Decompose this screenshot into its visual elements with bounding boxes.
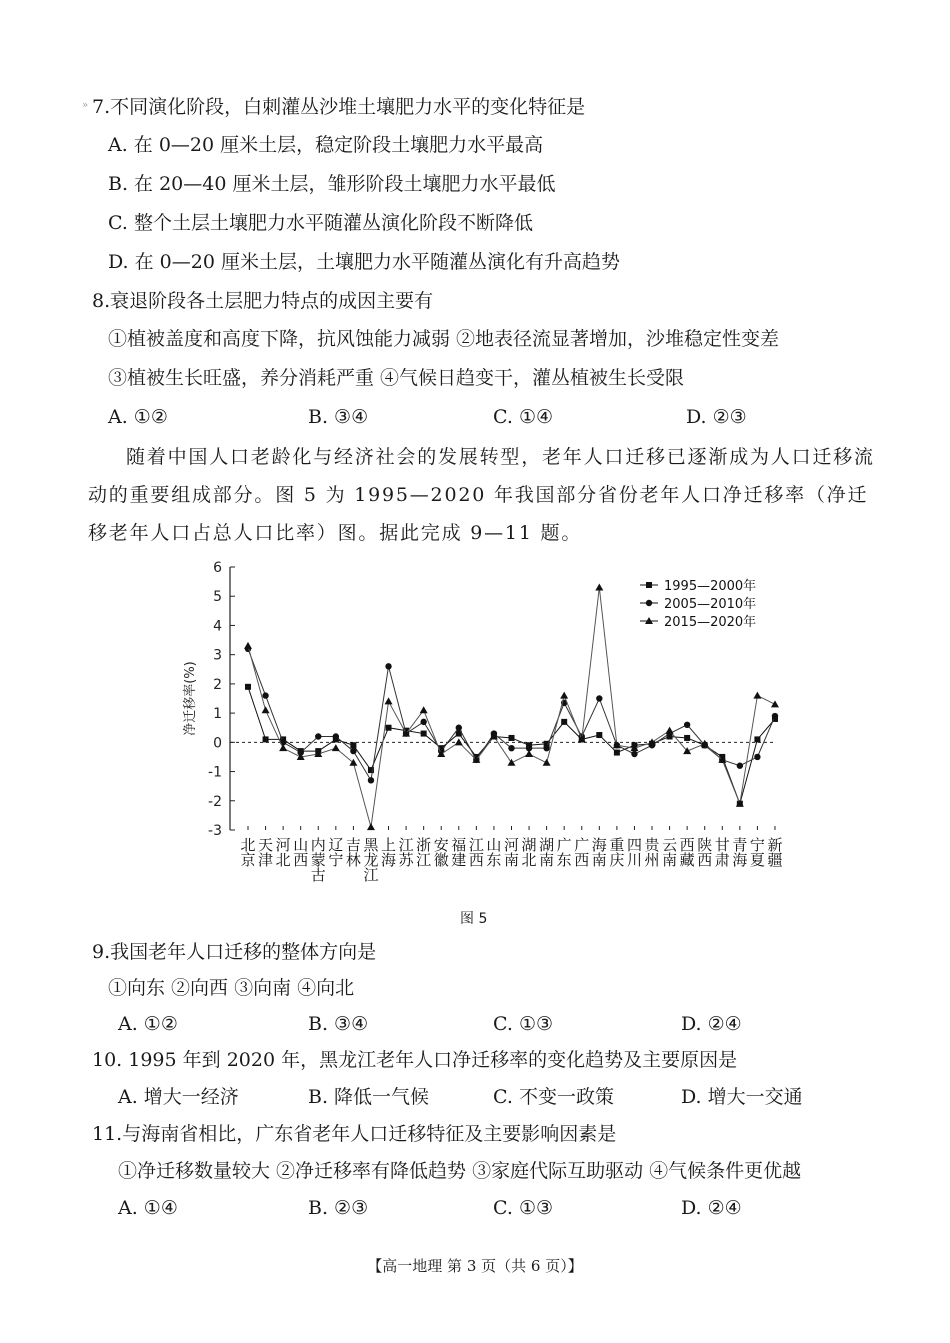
data-point [368, 777, 374, 783]
q8-option-c: C. ①④ [493, 406, 554, 428]
data-point [456, 725, 462, 731]
y-tick-label: 0 [213, 735, 222, 752]
x-tick-label: 辽宁 [328, 836, 344, 869]
page-footer: 【高一地理 第 3 页（共 6 页）】 [367, 1257, 583, 1275]
x-tick-label: 贵州 [644, 836, 660, 869]
q9-stem: 9.我国老年人口迁移的整体方向是 [92, 941, 377, 963]
data-point [754, 736, 760, 742]
x-tick-label: 浙江 [416, 836, 432, 869]
x-tick-label: 安徽 [433, 836, 449, 869]
data-point [596, 732, 602, 738]
figure-caption: 图 5 [460, 911, 488, 927]
q10-option-c: C. 不变一政策 [493, 1086, 614, 1108]
legend-marker [646, 600, 652, 606]
q8-statements-2: ③植被生长旺盛，养分消耗严重 ④气候日趋变干，灌丛植被生长受限 [108, 367, 685, 389]
y-tick-label: 4 [213, 618, 222, 635]
data-point [560, 692, 568, 699]
x-tick-label: 宁夏 [749, 836, 765, 869]
data-point [754, 754, 760, 760]
x-tick-label: 海南 [591, 836, 607, 869]
data-point [279, 744, 287, 751]
y-tick-label: 3 [213, 647, 222, 664]
data-point [350, 742, 356, 748]
data-point [386, 725, 392, 731]
legend-label: 2005—2010年 [664, 597, 757, 612]
data-point [753, 692, 761, 699]
data-point [385, 697, 393, 704]
x-tick-label: 山西 [293, 836, 309, 869]
data-point [771, 700, 779, 707]
data-point [543, 759, 551, 766]
x-tick-label: 吉林 [345, 836, 361, 869]
x-tick-label: 广西 [574, 836, 590, 869]
x-tick-label: 北京 [240, 836, 256, 869]
x-tick-label: 黑龙江 [363, 836, 379, 884]
q11-option-b: B. ②③ [308, 1197, 369, 1219]
x-tick-label: 西藏 [679, 836, 695, 869]
x-tick-label: 湖北 [521, 836, 537, 869]
legend-label: 2015—2020年 [664, 615, 757, 630]
data-point [631, 751, 637, 757]
data-point [385, 663, 391, 669]
q8-option-d: D. ②③ [686, 406, 747, 428]
q10-stem: 10. 1995 年到 2020 年，黑龙江老年人口净迁移率的变化趋势及主要原因是 [92, 1049, 738, 1071]
x-tick-label: 重庆 [609, 836, 625, 869]
data-point [350, 748, 356, 754]
x-tick-label: 新疆 [767, 836, 783, 869]
data-point [245, 684, 251, 690]
q10-option-a: A. 增大一经济 [118, 1086, 239, 1108]
y-tick-label: -3 [208, 823, 222, 839]
data-point [315, 733, 321, 739]
data-point [507, 759, 515, 766]
q7-stem: 7.不同演化阶段，白刺灌丛沙堆土壤肥力水平的变化特征是 [92, 96, 586, 118]
data-point [455, 738, 463, 745]
x-tick-label: 陕西 [697, 836, 713, 869]
x-tick-label: 四川 [626, 836, 642, 869]
data-point [525, 750, 533, 757]
x-tick-label: 山东 [486, 836, 502, 869]
data-point [508, 735, 514, 741]
data-point [263, 736, 269, 742]
q8-option-a: A. ①② [108, 406, 168, 428]
q11-stem: 11.与海南省相比，广东省老年人口迁移特征及主要影响因素是 [92, 1123, 617, 1145]
data-point [262, 706, 270, 713]
data-point [737, 763, 743, 769]
net-migration-chart [170, 555, 790, 905]
data-point [420, 719, 426, 725]
data-point [561, 719, 567, 725]
data-point [684, 735, 690, 741]
y-tick-label: 6 [213, 560, 222, 576]
x-tick-label: 青海 [732, 836, 748, 869]
data-point [262, 692, 268, 698]
x-tick-label: 河北 [275, 836, 291, 869]
q10-option-b: B. 降低一气候 [308, 1086, 430, 1108]
passage: 随着中国人口老龄化与经济社会的发展转型，老年人口迁移已逐渐成为人口迁移流动的重要组成部分。图 5 为 1995—2020 年我国部分省份老年人口净迁移率（净迁移老年人口占总人口比率）图。据此完成 9—11 题。 [88, 446, 875, 544]
data-point [596, 695, 602, 701]
data-point [595, 583, 603, 590]
q10-option-d: D. 增大一交通 [681, 1086, 803, 1108]
q9-option-d: D. ②④ [681, 1013, 742, 1035]
x-tick-label: 云南 [662, 836, 678, 869]
data-point [421, 731, 427, 737]
x-tick-label: 江西 [468, 836, 484, 869]
x-tick-label: 福建 [451, 836, 467, 869]
data-point [333, 733, 339, 739]
q8-stem: 8.衰退阶段各土层肥力特点的成因主要有 [92, 290, 434, 312]
x-tick-label: 甘肃 [714, 836, 730, 869]
q7-option-d: D. 在 0—20 厘米土层，土壤肥力水平随灌丛演化有升高趋势 [108, 251, 620, 273]
x-tick-label: 广东 [556, 836, 572, 869]
y-tick-label: -1 [208, 764, 222, 781]
y-axis-label: 净迁移率(%) [183, 661, 198, 736]
x-tick-label: 上海 [381, 836, 397, 869]
y-tick-label: 1 [213, 706, 222, 723]
margin-mark: » [82, 100, 89, 111]
data-point [508, 745, 514, 751]
q9-option-a: A. ①② [118, 1013, 178, 1035]
x-tick-label: 内蒙古 [310, 836, 326, 884]
q9-option-b: B. ③④ [308, 1013, 369, 1035]
legend-label: 1995—2000年 [664, 579, 757, 594]
data-point [367, 823, 375, 830]
data-point [614, 750, 620, 756]
data-point [684, 722, 690, 728]
x-tick-label: 天津 [258, 836, 274, 869]
q9-option-c: C. ①③ [493, 1013, 554, 1035]
q8-option-b: B. ③④ [308, 406, 369, 428]
q11-statements: ①净迁移数量较大 ②净迁移率有降低趋势 ③家庭代际互助驱动 ④气候条件更优越 [118, 1160, 802, 1182]
x-tick-label: 河南 [503, 836, 519, 869]
y-tick-label: 2 [213, 676, 222, 693]
data-point [666, 727, 674, 734]
data-point [543, 745, 549, 751]
q11-option-a: A. ①④ [118, 1197, 178, 1219]
legend-marker [646, 582, 652, 588]
q7-option-a: A. 在 0—20 厘米土层，稳定阶段土壤肥力水平最高 [108, 134, 544, 156]
y-tick-label: 5 [213, 589, 222, 606]
q7-option-b: B. 在 20—40 厘米土层，雏形阶段土壤肥力水平最低 [108, 173, 556, 195]
x-tick-label: 湖南 [539, 836, 555, 869]
q7-option-c: C. 整个土层土壤肥力水平随灌丛演化阶段不断降低 [108, 212, 533, 234]
q11-option-c: C. ①③ [493, 1197, 554, 1219]
y-tick-label: -2 [208, 793, 222, 810]
data-point [332, 744, 340, 751]
data-point [420, 706, 428, 713]
data-point [244, 642, 252, 649]
x-tick-label: 江苏 [398, 836, 414, 869]
chart-legend [640, 578, 756, 630]
q11-option-d: D. ②④ [681, 1197, 742, 1219]
data-point [772, 713, 778, 719]
q8-statements-1: ①植被盖度和高度下降，抗风蚀能力减弱 ②地表径流显著增加，沙堆稳定性变差 [108, 328, 780, 350]
q9-statements: ①向东 ②向西 ③向南 ④向北 [108, 977, 355, 999]
